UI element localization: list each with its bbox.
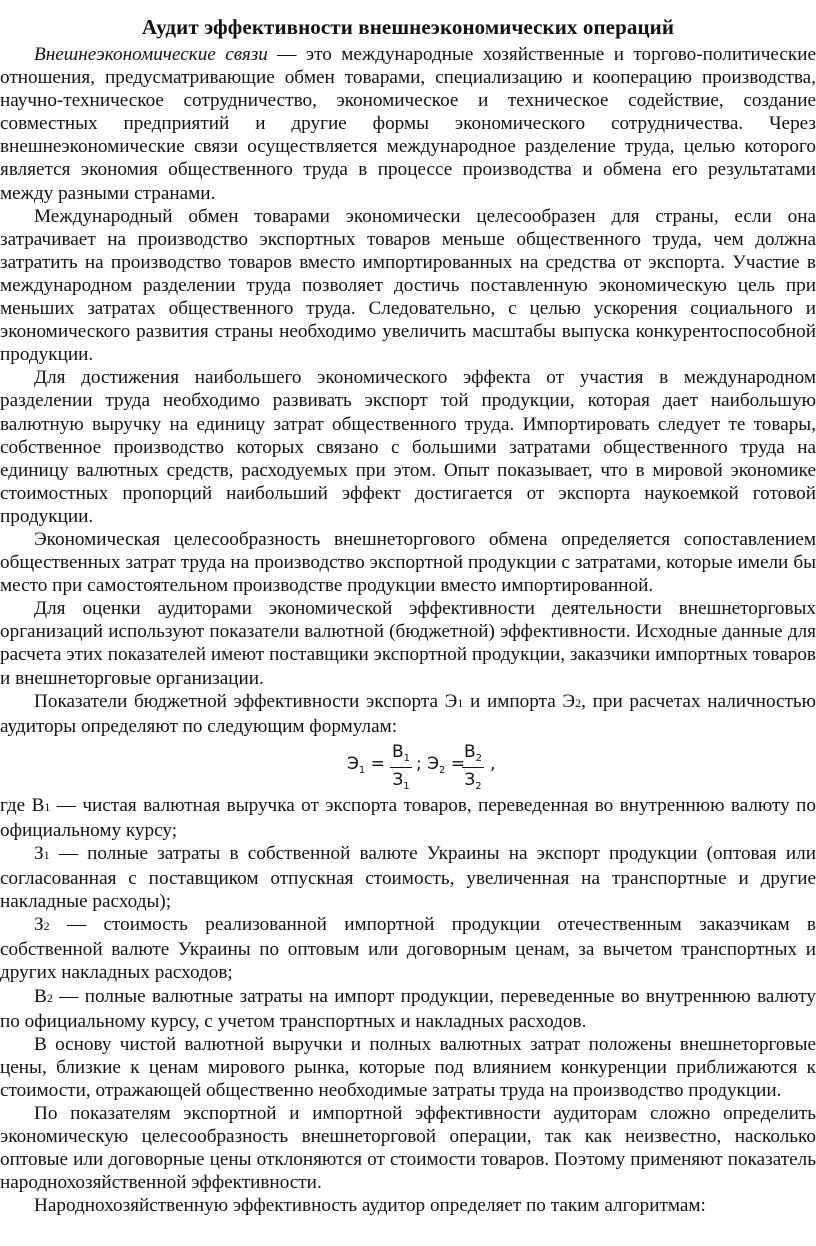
text: З <box>34 914 44 936</box>
term-italic: Внешнеэкономические связи <box>34 44 268 65</box>
text: и импорта Э <box>463 690 576 712</box>
paragraph-text: — это международные хозяйственные и торгово-политические отношения, предусматривающие обмен товарами, специализацию и кооперацию производства, научно-техническое сотрудничество, экономическое и техническое содействие, создание совместных предприятий и другие формы экономического сотрудничества. Через внешнеэкономические связи осуществляется международное разделение труда, целью которого является экономия общественного труда в процессе производства и обмена его результатами между разными странами. <box>0 44 816 204</box>
fraction-denominator: $З_2$ <box>464 769 482 792</box>
paragraph-prices: В основу чистой валютной выручки и полных валютных затрат положены внешнеторговые цены, близкие к ценам мирового рынка, которые под влиянием конкуренции приближаются к стоимости, отражающей общественно необходимые затраты труда на производство продукции. <box>0 1033 816 1101</box>
subscript: 1 <box>457 695 464 710</box>
paragraph-effect: Для достижения наибольшего экономического эффекта от участия в международном разделении труда необходимо развивать экспорт той продукции, которая дает наибольшую валютную выручку на единицу затрат общественного труда. Импортировать следует те товары, собственное производство которых связано с большими затратами общественного труда на единицу валютных средств, расходуемых при этом. Опыт показывает, что в мировой экономике стоимостных пропорций наибольший эффект достигается от экспорта наукоемкой готовой продукции. <box>0 367 816 527</box>
formula-e1: $Э_1$ = <box>347 753 385 776</box>
text: З <box>34 843 44 864</box>
formula-end: , <box>490 753 496 774</box>
paragraph-exchange: Международный обмен товарами экономически целесообразен для страны, если она затрачивает на производство экспортных товаров меньше общественного труда, чем должна затратить на производство товаров вместо импортированных на средства от экспорта. Участие в международном разделении труда позволяет достичь поставленную экономическую цель при меньших затратах общественного труда. Следовательно, с целью ускорения социального и экономического развития страны необходимо увеличить масштабы выпуска конкурентоспособной продукции. <box>0 205 816 366</box>
paragraph-definition <box>0 43 816 205</box>
subscript: 1 <box>44 799 51 814</box>
fraction-numerator: $В_2$ <box>462 742 484 768</box>
fraction-numerator: $В_1$ <box>390 742 412 768</box>
paragraph-indicators: Для оценки аудиторами экономической эффективности деятельности внешнеторговых организаций используют показатели валютной (бюджетной) эффективности. Исходные данные для расчета этих показателей имеют поставщики экспортной продукции, заказчики импортных товаров и внешнеторговые организации. <box>0 598 816 689</box>
subscript: 2 <box>46 990 53 1005</box>
subscript: 2 <box>575 695 582 710</box>
text: В <box>34 985 47 1007</box>
definition-z2 <box>0 913 816 984</box>
paragraph-formula-intro <box>0 690 816 738</box>
document-title: Аудит эффективности внешнеэкономических операций <box>141 15 675 39</box>
text: — стоимость реализованной импортной продукции отечественным заказчикам в собственной валюте Украины по оптовым или договорным ценам, за вычетом транспортных и других накладных расходов; <box>0 914 816 984</box>
text: — полные затраты в собственной валюте Украины на экспорт продукции (оптовая или согласованная с поставщиком отпускная стоимость, увеличенная на транспортные и другие накладные расходы); <box>0 843 816 913</box>
subscript: 1 <box>43 848 50 862</box>
subscript: 2 <box>43 919 50 934</box>
text: Показатели бюджетной эффективности экспорта Э <box>34 690 458 712</box>
text: , при расчетах наличностью аудиторы определяют по следующим формулам: <box>0 690 816 737</box>
text: — чистая валютная выручка от экспорта товаров, переведенная во внутреннюю валюту по официальному курсу; <box>0 794 816 841</box>
paragraph-algorithms: Народнохозяйственную эффективность аудитор определяет по таким алгоритмам: <box>34 1195 706 1217</box>
definition-v1 <box>0 794 816 842</box>
formula-fraction-1 <box>390 742 412 793</box>
paragraph-feasibility: Экономическая целесообразность внешнеторгового обмена определяется сопоставлением общественных затрат труда на производство экспортной продукции с затратами, которые имели бы место при самостоятельном производстве продукции вместо импортированной. <box>0 528 816 597</box>
formula-e2: ; $Э_2$ = <box>416 753 466 776</box>
formula-fraction-2 <box>462 742 484 793</box>
formula-block <box>0 738 816 794</box>
definition-v2 <box>0 985 816 1033</box>
fraction-denominator: $З_1$ <box>392 769 410 792</box>
definition-z1 <box>0 842 816 913</box>
paragraph-national-efficiency: По показателям экспортной и импортной эффективности аудиторам сложно определить экономическую целесообразность внешнеторговой операции, так как неизвестно, насколько оптовые или договорные цены отклоняются от стоимости товаров. Поэтому применяют показатель народнохозяйственной эффективности. <box>0 1103 816 1194</box>
text: — полные валютные затраты на импорт продукции, переведенные во внутреннюю валюту по официальному курсу, с учетом транспортных и накладных расходов. <box>0 985 816 1032</box>
text: где В <box>0 794 45 816</box>
